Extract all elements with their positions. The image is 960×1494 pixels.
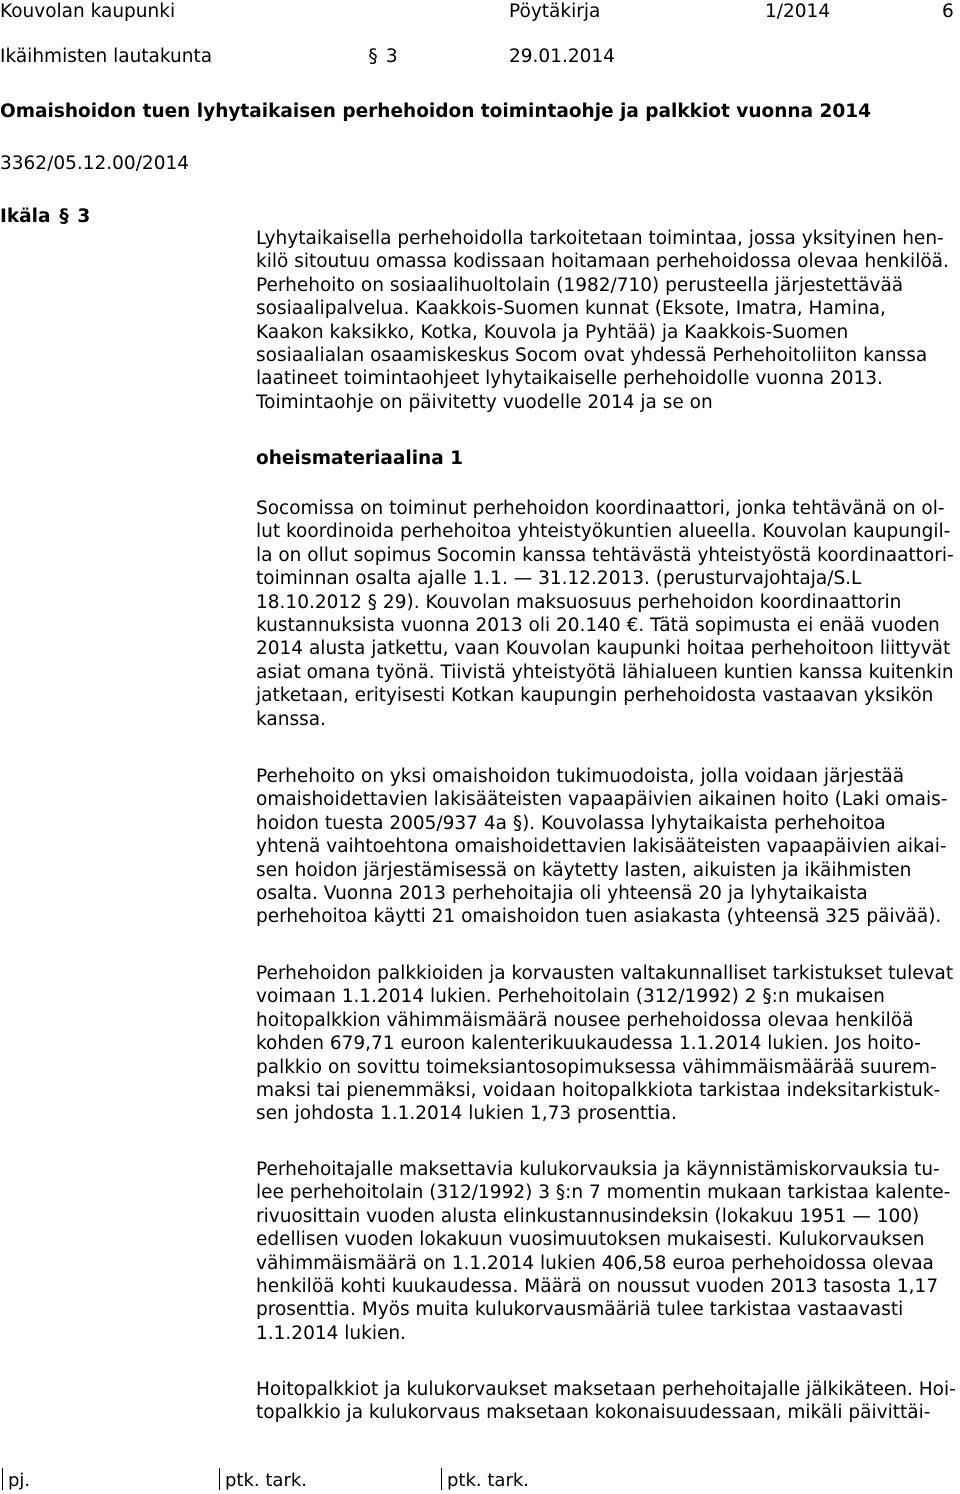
signature-line bbox=[219, 1468, 220, 1490]
text-line: omaishoidettavien lakisääteisten vapaapäivien aikainen hoito (Laki omais- bbox=[256, 789, 948, 811]
text-line: hoidon tuesta 2005/937 4a §). Kouvolassa lyhytaikaista perhehoitoa bbox=[256, 812, 886, 834]
paragraph-coordination bbox=[256, 497, 956, 731]
text-line: maksi tai pienemmäksi, voidaan hoitopalkkiota tarkistaa indeksitarkistuk- bbox=[256, 1080, 941, 1102]
text-line: toiminnan osalta ajalle 1.1. — 31.12.2013. (perusturvajohtaja/S.L bbox=[256, 568, 862, 590]
text-line: 1.1.2014 lukien. bbox=[256, 1322, 406, 1344]
organization-name: Kouvolan kaupunki bbox=[0, 1, 176, 22]
footer-checker1-field bbox=[219, 1468, 307, 1493]
text-line: Hoitopalkkiot ja kulukorvaukset maksetaan perhehoitajalle jälkikäteen. Hoi- bbox=[256, 1379, 956, 1400]
text-line: sen hoidon järjestämisessä on käytetty lasten, aikuisten ja ikäihmisten bbox=[256, 859, 912, 881]
text-line: yhtenä vaihtoehtona omaishoidettavien lakisääteisten vapaapäivien aikai- bbox=[256, 836, 947, 858]
text-line: asiat omana työnä. Tiivistä yhteistyötä lähialueen kuntien kanssa kuitenkin bbox=[256, 661, 954, 683]
text-line: sosiaalialan osaamiskeskus Socom ovat yhdessä Perhehoitoliiton kanssa bbox=[256, 345, 928, 367]
text-line: rivuosittain vuoden alusta elinkustannusindeksin (lokakuu 1951 — 100) bbox=[256, 1205, 920, 1227]
text-line: perhehoitoa käytti 21 omaishoidon tuen asiakasta (yhteensä 325 päivää). bbox=[256, 906, 942, 928]
text-line: kilö sitoutuu omassa kodissaan hoitamaan perhehoidossa olevaa henkilöä. bbox=[256, 251, 949, 273]
signature-line bbox=[441, 1468, 442, 1490]
text-line: Perhehoitajalle maksettavia kulukorvauksia ja käynnistämiskorvauksia tu- bbox=[256, 1159, 940, 1180]
text-line: kohden 679,71 euroon kalenterikuukaudessa 1.1.2014 lukien. Jos hoito- bbox=[256, 1033, 921, 1055]
attachment-label: oheismateriaalina 1 bbox=[256, 448, 464, 469]
text-line: Kaakon kaksikko, Kotka, Kouvola ja Pyhtää) ja Kaakkois-Suomen bbox=[256, 321, 849, 343]
issue-number: 1/2014 bbox=[765, 1, 831, 22]
text-line: topalkkio ja kulukorvaus maksetaan kokonaisuudessaan, mikäli päivittäi- bbox=[256, 1402, 931, 1424]
page-title: Omaishoidon tuen lyhytaikaisen perhehoidon toimintaohje ja palkkiot vuonna 2014 bbox=[0, 101, 871, 122]
text-line: Perhehoito on sosiaalihuoltolain (1982/710) perusteella järjestettävää bbox=[256, 274, 904, 296]
text-line: 18.10.2012 § 29). Kouvolan maksuosuus perhehoidon koordinaattorin bbox=[256, 591, 902, 613]
paragraph-care-fees bbox=[256, 962, 956, 1126]
footer-chair-field bbox=[2, 1468, 30, 1493]
text-line: voimaan 1.1.2014 lukien. Perhehoitolain (312/1992) 2 §:n mukaisen bbox=[256, 986, 885, 1008]
section-heading-number: 3 bbox=[77, 206, 91, 227]
footer-checker2-label: ptk. tark. bbox=[447, 1470, 529, 1491]
text-line: edellisen vuoden lokakuun vuosimuutoksen mukaisesti. Kulukorvauksen bbox=[256, 1229, 925, 1251]
text-line: prosenttia. Myös muita kulukorvausmääriä tulee tarkistaa vastaavasti bbox=[256, 1299, 904, 1321]
paragraph-introduction bbox=[256, 227, 956, 414]
page-number: 6 bbox=[942, 1, 954, 22]
text-line: la on ollut sopimus Socomin kanssa tehtävästä yhteistyöstä koordinaattori- bbox=[256, 544, 954, 566]
section-ref-number: 3 bbox=[385, 46, 398, 67]
text-line: sen johdosta 1.1.2014 lukien 1,73 prosenttia. bbox=[256, 1103, 677, 1125]
section-sign-icon: § bbox=[59, 206, 69, 227]
text-line: laatineet toimintaohjeet lyhytaikaiselle perhehoidolle vuonna 2013. bbox=[256, 368, 883, 390]
footer-checker1-label: ptk. tark. bbox=[225, 1470, 307, 1491]
text-line: kanssa. bbox=[256, 708, 326, 730]
text-line: Toimintaohje on päivitetty vuodelle 2014 ja se on bbox=[256, 391, 713, 413]
section-heading-label: Ikäla bbox=[0, 206, 51, 227]
text-line: Perhehoidon palkkioiden ja korvausten valtakunnalliset tarkistukset tulevat bbox=[256, 963, 954, 984]
text-line: kustannuksista vuonna 2013 oli 20.140 €. Tätä sopimusta ei enää vuoden bbox=[256, 615, 940, 637]
section-sign-icon: § bbox=[368, 46, 378, 67]
text-line: lee perhehoitolain (312/1992) 3 §:n 7 momentin mukaan tarkistaa kalente- bbox=[256, 1182, 951, 1204]
record-number: 3362/05.12.00/2014 bbox=[0, 153, 190, 174]
text-line: Socomissa on toiminut perhehoidon koordinaattori, jonka tehtävänä on ol- bbox=[256, 498, 945, 519]
section-heading bbox=[0, 205, 90, 229]
text-line: palkkio on sovittu toimeksiantosopimuksessa vähimmäismäärää suurem- bbox=[256, 1056, 937, 1078]
text-line: Lyhytaikaisella perhehoidolla tarkoitetaan toimintaa, jossa yksityinen hen- bbox=[256, 228, 944, 249]
footer-chair-label: pj. bbox=[8, 1470, 31, 1491]
section-ref bbox=[366, 45, 398, 69]
text-line: hoitopalkkion vähimmäismäärä nousee perhehoidossa olevaa henkilöä bbox=[256, 1009, 914, 1031]
text-line: sosiaalipalvelua. Kaakkois-Suomen kunnat (Eksote, Imatra, Hamina, bbox=[256, 298, 886, 320]
committee-name: Ikäihmisten lautakunta bbox=[0, 46, 213, 67]
text-line: vähimmäismäärä on 1.1.2014 lukien 406,58 euroa perhehoidossa olevaa bbox=[256, 1252, 934, 1274]
text-line: lut koordinoida perhehoitoa yhteistyökuntien alueella. Kouvolan kaupungil- bbox=[256, 521, 951, 543]
signature-line bbox=[2, 1468, 3, 1490]
text-line: Perhehoito on yksi omaishoidon tukimuodoista, jolla voidaan järjestää bbox=[256, 766, 905, 787]
paragraph-payment bbox=[256, 1378, 956, 1425]
paragraph-support-forms bbox=[256, 765, 956, 929]
text-line: 2014 alusta jatkettu, vaan Kouvolan kaupunki hoitaa perhehoitoon liittyvät bbox=[256, 638, 951, 660]
text-line: henkilöä kohti kuukaudessa. Määrä on noussut vuoden 2013 tasosta 1,17 bbox=[256, 1276, 939, 1298]
text-line: osalta. Vuonna 2013 perhehoitajia oli yhteensä 20 ja lyhytaikaista bbox=[256, 883, 868, 905]
footer-checker2-field bbox=[441, 1468, 529, 1493]
text-line: jatketaan, erityisesti Kotkan kaupungin perhehoidosta vastaavan yksikön bbox=[256, 685, 934, 707]
document-type: Pöytäkirja bbox=[509, 1, 601, 22]
paragraph-expense-compensation bbox=[256, 1158, 956, 1345]
meeting-date: 29.01.2014 bbox=[509, 46, 615, 67]
